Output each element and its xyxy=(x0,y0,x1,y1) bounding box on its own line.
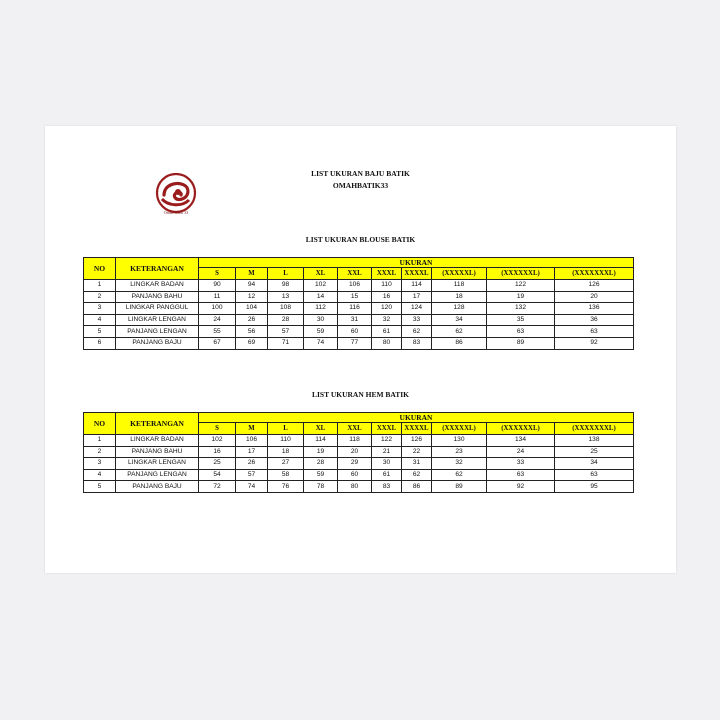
size-header-3: L xyxy=(268,423,304,435)
size-value: 124 xyxy=(402,303,432,315)
size-value: 19 xyxy=(487,291,555,303)
size-value: 63 xyxy=(487,326,555,338)
size-value: 16 xyxy=(372,291,402,303)
row-label: PANJANG LENGAN xyxy=(116,469,199,481)
size-value: 35 xyxy=(487,314,555,326)
size-value: 118 xyxy=(338,435,372,447)
row-label: LINGKAR BADAN xyxy=(116,280,199,292)
hem-size-table xyxy=(83,412,634,493)
size-value: 62 xyxy=(402,326,432,338)
size-value: 108 xyxy=(268,303,304,315)
size-value: 90 xyxy=(199,280,236,292)
size-value: 30 xyxy=(304,314,338,326)
table-row xyxy=(84,303,634,315)
row-label: LINGKAR LENGAN xyxy=(116,458,199,470)
size-value: 104 xyxy=(236,303,268,315)
size-value: 27 xyxy=(268,458,304,470)
size-value: 36 xyxy=(555,314,634,326)
size-value: 110 xyxy=(372,280,402,292)
size-value: 114 xyxy=(402,280,432,292)
col-ukuran-header: UKURAN xyxy=(199,258,634,268)
row-number: 4 xyxy=(84,314,116,326)
size-value: 17 xyxy=(402,291,432,303)
size-value: 60 xyxy=(338,469,372,481)
blouse-size-table xyxy=(83,257,634,350)
size-value: 56 xyxy=(236,326,268,338)
row-label: PANJANG BAJU xyxy=(116,337,199,349)
size-header-7: XXXXL xyxy=(402,268,432,280)
row-label: PANJANG BAHU xyxy=(116,291,199,303)
size-value: 26 xyxy=(236,314,268,326)
size-value: 122 xyxy=(372,435,402,447)
size-value: 67 xyxy=(199,337,236,349)
size-value: 89 xyxy=(432,481,487,493)
table-row xyxy=(84,458,634,470)
size-value: 77 xyxy=(338,337,372,349)
size-value: 18 xyxy=(268,446,304,458)
size-value: 126 xyxy=(555,280,634,292)
size-value: 31 xyxy=(338,314,372,326)
size-value: 120 xyxy=(372,303,402,315)
size-header-4: XL xyxy=(304,268,338,280)
size-header-9: (XXXXXXL) xyxy=(487,268,555,280)
size-header-10: (XXXXXXXL) xyxy=(555,268,634,280)
size-value: 116 xyxy=(338,303,372,315)
size-value: 32 xyxy=(432,458,487,470)
row-number: 6 xyxy=(84,337,116,349)
table-row xyxy=(84,435,634,447)
size-value: 74 xyxy=(304,337,338,349)
size-value: 23 xyxy=(432,446,487,458)
size-value: 128 xyxy=(432,303,487,315)
size-value: 102 xyxy=(199,435,236,447)
size-value: 29 xyxy=(338,458,372,470)
hem-table-body xyxy=(84,435,634,493)
size-value: 60 xyxy=(338,326,372,338)
size-value: 61 xyxy=(372,326,402,338)
size-value: 13 xyxy=(268,291,304,303)
size-value: 34 xyxy=(555,458,634,470)
size-value: 74 xyxy=(236,481,268,493)
row-label: LINGKAR LENGAN xyxy=(116,314,199,326)
size-value: 28 xyxy=(268,314,304,326)
blouse-section-title: LIST UKURAN BLOUSE BATIK xyxy=(305,235,416,244)
size-value: 19 xyxy=(304,446,338,458)
size-value: 31 xyxy=(402,458,432,470)
size-value: 20 xyxy=(338,446,372,458)
size-value: 28 xyxy=(304,458,338,470)
size-header-4: XL xyxy=(304,423,338,435)
size-value: 25 xyxy=(199,458,236,470)
row-number: 2 xyxy=(84,446,116,458)
size-value: 69 xyxy=(236,337,268,349)
hem-section-title: LIST UKURAN HEM BATIK xyxy=(311,390,410,399)
size-value: 18 xyxy=(432,291,487,303)
size-header-6: XXXL xyxy=(372,268,402,280)
table-row xyxy=(84,337,634,349)
col-keterangan-header: KETERANGAN xyxy=(116,413,199,435)
size-value: 62 xyxy=(402,469,432,481)
table-row xyxy=(84,469,634,481)
col-keterangan-header: KETERANGAN xyxy=(116,258,199,280)
size-value: 17 xyxy=(236,446,268,458)
size-value: 11 xyxy=(199,291,236,303)
size-value: 61 xyxy=(372,469,402,481)
size-value: 80 xyxy=(338,481,372,493)
document-title: LIST UKURAN BAJU BATIK xyxy=(311,169,410,178)
brand-name: OMAHBATIK33 xyxy=(332,181,389,190)
size-value: 54 xyxy=(199,469,236,481)
size-value: 83 xyxy=(372,481,402,493)
size-value: 106 xyxy=(236,435,268,447)
size-header-10: (XXXXXXXL) xyxy=(555,423,634,435)
row-number: 2 xyxy=(84,291,116,303)
logo-caption: Omah Batik 33 xyxy=(163,210,189,215)
size-value: 16 xyxy=(199,446,236,458)
size-value: 33 xyxy=(487,458,555,470)
size-value: 22 xyxy=(402,446,432,458)
size-value: 92 xyxy=(555,337,634,349)
size-value: 72 xyxy=(199,481,236,493)
size-header-5: XXL xyxy=(338,423,372,435)
size-value: 134 xyxy=(487,435,555,447)
col-no-header: NO xyxy=(84,413,116,435)
size-value: 86 xyxy=(432,337,487,349)
size-value: 12 xyxy=(236,291,268,303)
size-header-1: S xyxy=(199,268,236,280)
size-value: 112 xyxy=(304,303,338,315)
size-value: 83 xyxy=(402,337,432,349)
size-value: 63 xyxy=(555,469,634,481)
size-value: 59 xyxy=(304,469,338,481)
row-number: 3 xyxy=(84,303,116,315)
col-ukuran-header: UKURAN xyxy=(199,413,634,423)
row-number: 3 xyxy=(84,458,116,470)
size-header-8: (XXXXXL) xyxy=(432,268,487,280)
size-value: 114 xyxy=(304,435,338,447)
row-number: 4 xyxy=(84,469,116,481)
size-value: 62 xyxy=(432,326,487,338)
size-value: 57 xyxy=(236,469,268,481)
size-header-3: L xyxy=(268,268,304,280)
table-row xyxy=(84,326,634,338)
size-value: 95 xyxy=(555,481,634,493)
row-number: 5 xyxy=(84,326,116,338)
size-header-2: M xyxy=(236,268,268,280)
size-value: 89 xyxy=(487,337,555,349)
size-value: 30 xyxy=(372,458,402,470)
size-value: 58 xyxy=(268,469,304,481)
size-header-6: XXXL xyxy=(372,423,402,435)
row-number: 1 xyxy=(84,280,116,292)
size-value: 55 xyxy=(199,326,236,338)
size-value: 122 xyxy=(487,280,555,292)
size-value: 86 xyxy=(402,481,432,493)
table-row xyxy=(84,280,634,292)
table-row xyxy=(84,314,634,326)
size-value: 62 xyxy=(432,469,487,481)
document-page xyxy=(45,126,676,573)
size-value: 118 xyxy=(432,280,487,292)
row-number: 1 xyxy=(84,435,116,447)
size-header-7: XXXXL xyxy=(402,423,432,435)
size-value: 71 xyxy=(268,337,304,349)
size-value: 14 xyxy=(304,291,338,303)
size-value: 24 xyxy=(487,446,555,458)
row-label: PANJANG BAJU xyxy=(116,481,199,493)
row-label: LINGKAR BADAN xyxy=(116,435,199,447)
size-header-9: (XXXXXXL) xyxy=(487,423,555,435)
size-value: 98 xyxy=(268,280,304,292)
size-value: 76 xyxy=(268,481,304,493)
size-header-8: (XXXXXL) xyxy=(432,423,487,435)
size-value: 126 xyxy=(402,435,432,447)
size-value: 26 xyxy=(236,458,268,470)
size-value: 130 xyxy=(432,435,487,447)
size-header-2: M xyxy=(236,423,268,435)
size-value: 80 xyxy=(372,337,402,349)
size-value: 132 xyxy=(487,303,555,315)
table-row xyxy=(84,446,634,458)
size-value: 21 xyxy=(372,446,402,458)
size-value: 92 xyxy=(487,481,555,493)
row-label: PANJANG LENGAN xyxy=(116,326,199,338)
size-value: 106 xyxy=(338,280,372,292)
size-value: 100 xyxy=(199,303,236,315)
row-label: LINGKAR PANGGUL xyxy=(116,303,199,315)
size-header-1: S xyxy=(199,423,236,435)
row-label: PANJANG BAHU xyxy=(116,446,199,458)
size-value: 63 xyxy=(555,326,634,338)
table-row xyxy=(84,481,634,493)
size-value: 34 xyxy=(432,314,487,326)
size-value: 57 xyxy=(268,326,304,338)
size-value: 59 xyxy=(304,326,338,338)
size-value: 138 xyxy=(555,435,634,447)
size-value: 15 xyxy=(338,291,372,303)
table-row xyxy=(84,291,634,303)
size-value: 94 xyxy=(236,280,268,292)
size-header-5: XXL xyxy=(338,268,372,280)
size-value: 110 xyxy=(268,435,304,447)
size-value: 32 xyxy=(372,314,402,326)
row-number: 5 xyxy=(84,481,116,493)
size-value: 24 xyxy=(199,314,236,326)
col-no-header: NO xyxy=(84,258,116,280)
size-value: 102 xyxy=(304,280,338,292)
blouse-table-body xyxy=(84,280,634,350)
size-value: 20 xyxy=(555,291,634,303)
size-value: 78 xyxy=(304,481,338,493)
size-value: 33 xyxy=(402,314,432,326)
size-value: 63 xyxy=(487,469,555,481)
size-value: 136 xyxy=(555,303,634,315)
size-value: 25 xyxy=(555,446,634,458)
